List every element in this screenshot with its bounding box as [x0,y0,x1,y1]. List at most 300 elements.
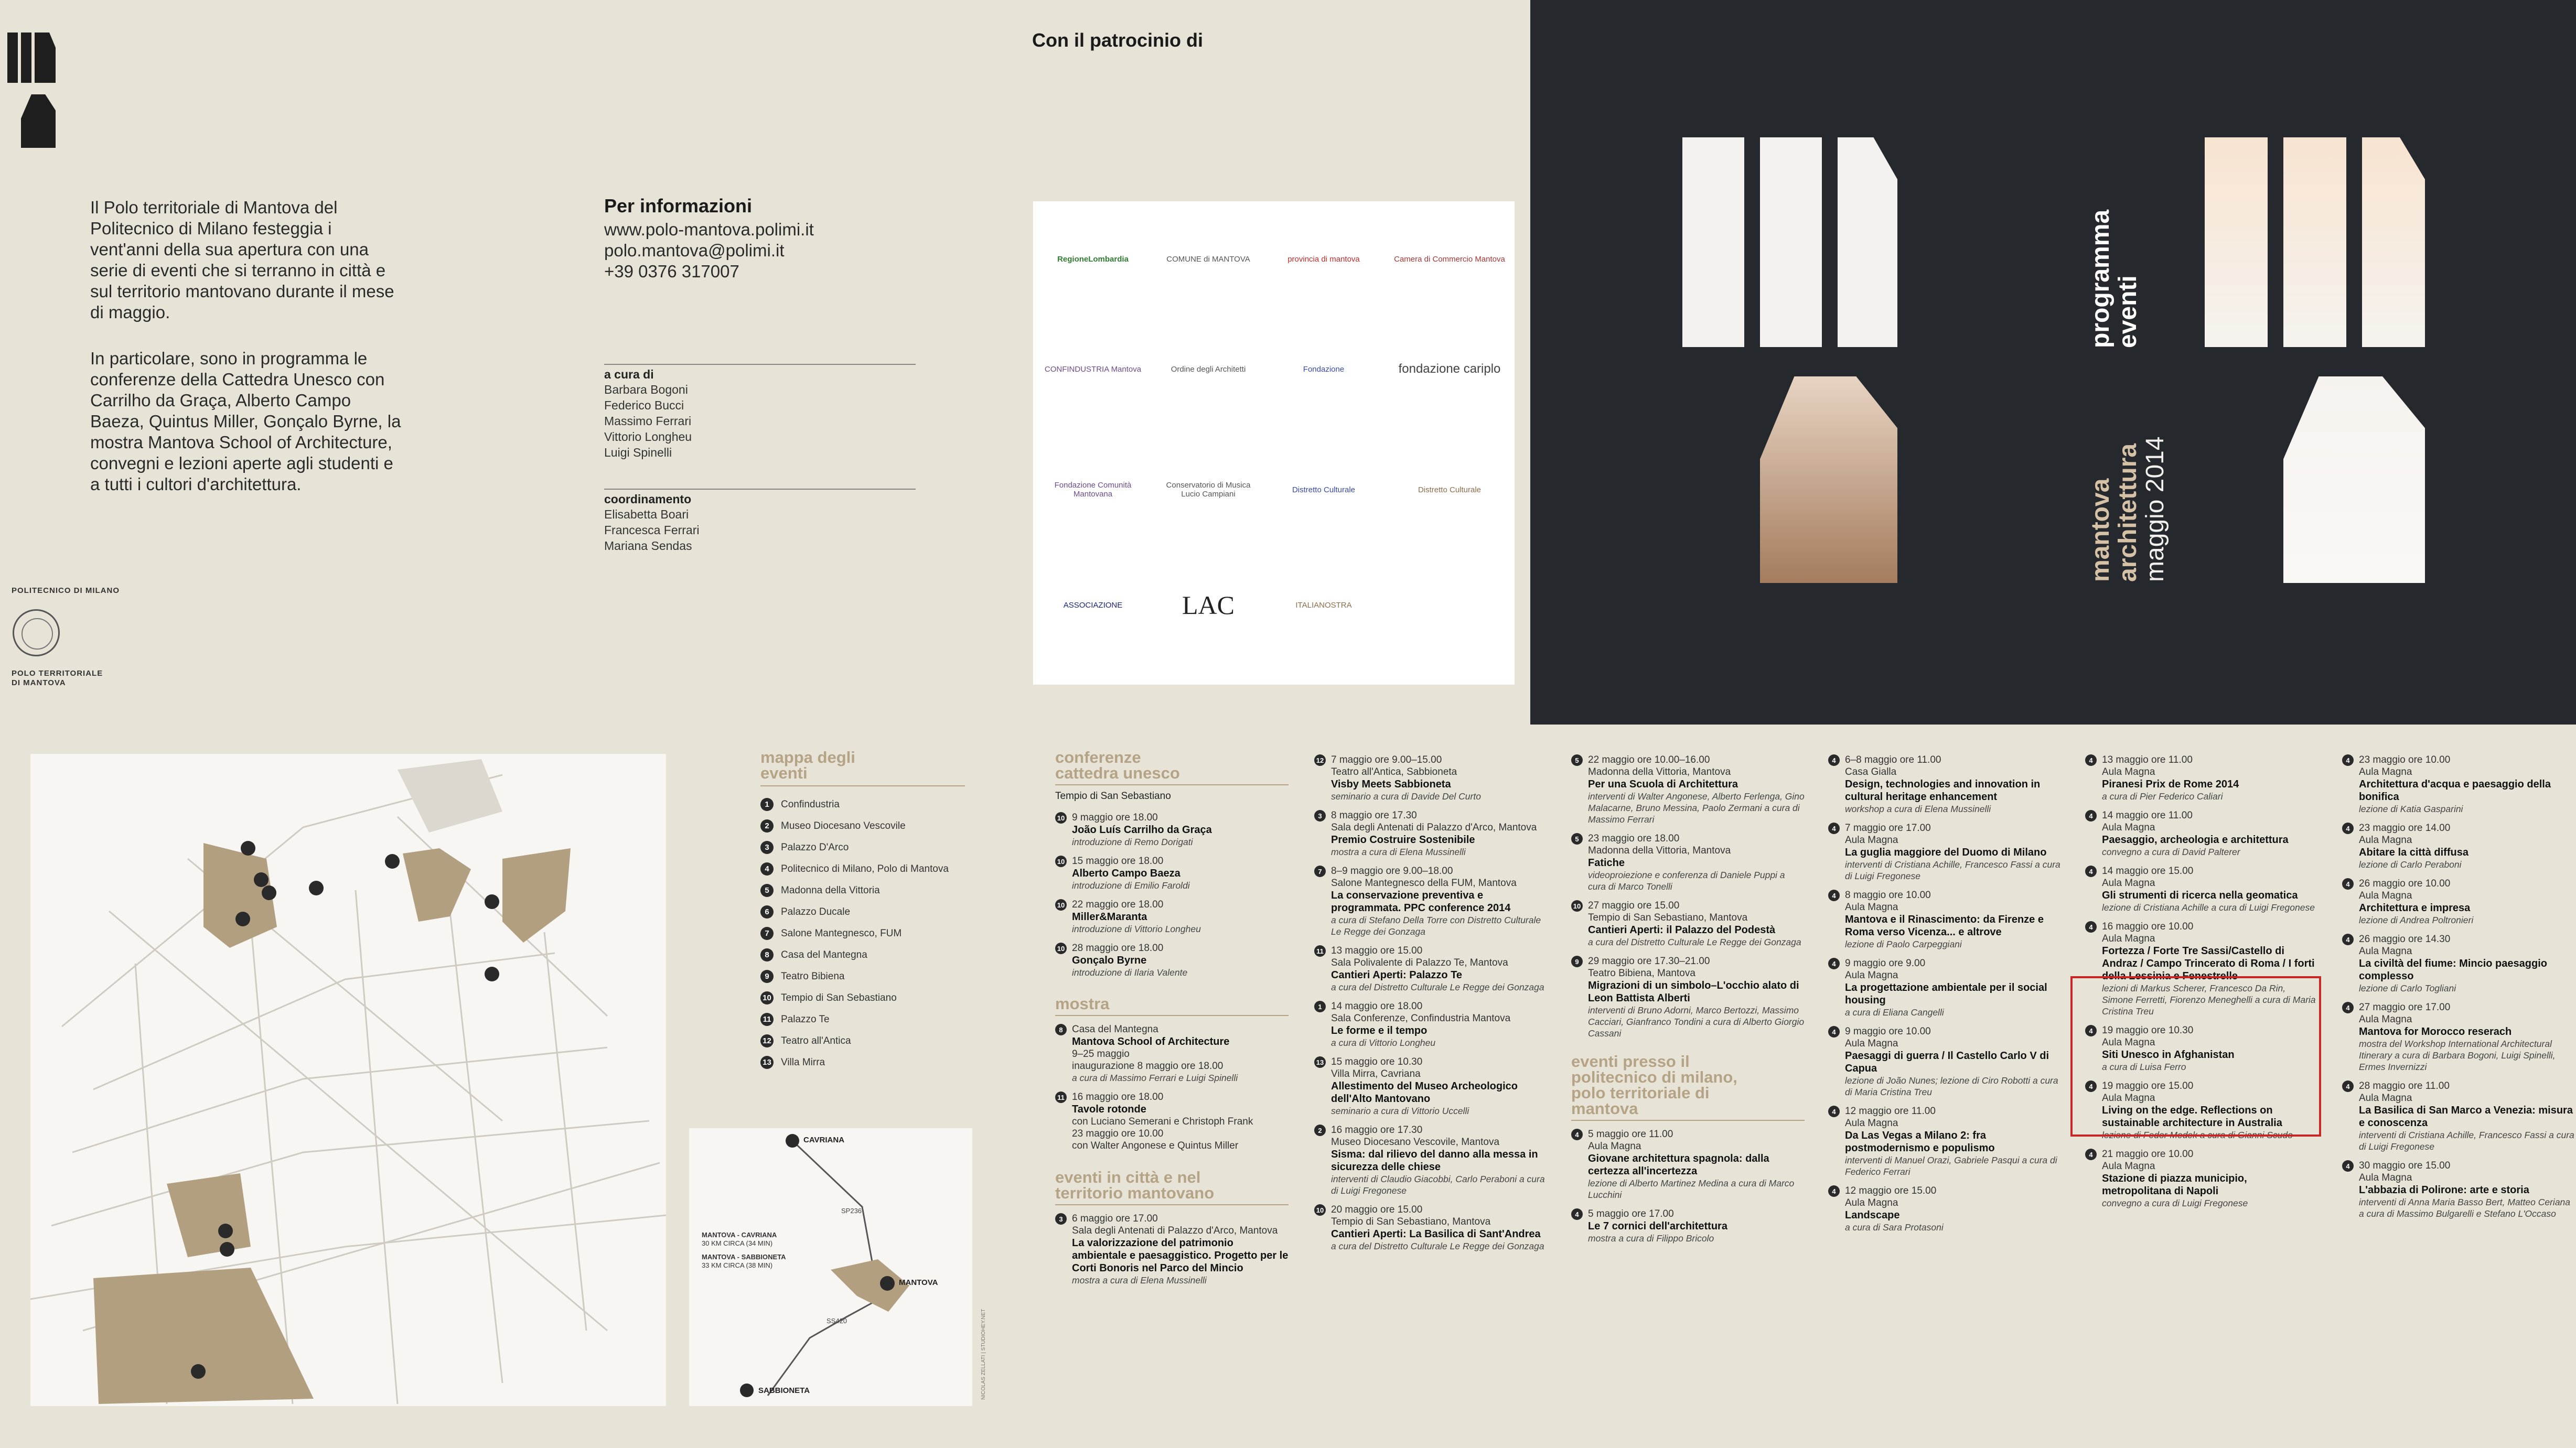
event-item [1314,1204,1548,1252]
event-place: Aula Magna [1845,902,1898,913]
event-title: Premio Costruire Sostenibile [1331,834,1475,846]
section-title-line: politecnico di milano, [1571,1068,1737,1086]
venue-number: 4 [1828,823,1840,834]
intro-paragraph: Il Polo territoriale di Mantova del Politecnico di Milano festeggia i vent'anni della sua apertura con una serie di eventi che si terranno in città e sul territorio mantovano durante il mese di maggio. [90,198,394,322]
event-note: lezione di Katia Gasparini [2359,804,2463,814]
legend-label: Teatro Bibiena [781,970,845,982]
event-title: Mantova e il Rinascimento: da Firenze e Roma verso Vicenza... e altrove [1845,914,2044,938]
map-title-line: eventi [760,764,808,782]
event-date: 28 maggio ore 18.00 [1072,943,1164,954]
event-item [2342,1001,2575,1073]
credit-name: Elisabetta Boari [604,507,689,521]
event-date: 6–8 maggio ore 11.00 [1845,754,1941,765]
cover-panel [1530,0,2576,725]
event-date: 26 maggio ore 10.00 [2359,878,2451,889]
event-note: a cura di Vittorio Longheu [1331,1038,1436,1048]
venue-number: 11 [1055,1092,1067,1103]
venue-number: 4 [2342,878,2354,890]
sponsor-logo: Fondazione Comunità Mantovana [1054,481,1132,499]
event-place: Aula Magna [1845,1118,1898,1129]
event-date: 8 maggio ore 10.00 [1845,890,1931,901]
credit-name: Massimo Ferrari [604,414,692,428]
events-column-2 [1314,754,1548,1259]
event-date: 30 maggio ore 15.00 [2359,1160,2451,1171]
sponsor-logo: Distretto Culturale [1418,485,1482,494]
event-date: 27 maggio ore 17.00 [2359,1002,2451,1013]
legend-label: Casa del Mantegna [781,949,867,960]
event-note: lezione di João Nunes; lezione di Ciro Robotti a cura di Maria Cristina Treu [1845,1075,2058,1097]
event-note: lezioni di Markus Scherer, Francesco Da Rin, Simone Ferretti, Fiorenzo Meneghelli a cura di Maria Cristina Treu [2102,983,2316,1017]
event-item [1314,1000,1548,1049]
inset-label-sabbioneta: SABBIONETA [758,1386,810,1395]
legend-item [760,987,965,1009]
venue-number: 10 [1571,900,1583,912]
event-item [1571,1208,1805,1244]
event-place: Aula Magna [2102,878,2155,889]
legend-number: 8 [760,948,774,961]
event-date: 13 maggio ore 15.00 [1331,945,1423,956]
legend-number: 4 [760,862,774,876]
event-date: 16 maggio ore 17.30 [1331,1125,1423,1136]
event-item [1571,1128,1805,1201]
event-item [1055,899,1289,935]
coordination-block [604,492,916,554]
venue-number: 3 [1055,1213,1067,1225]
event-place: Aula Magna [2359,1093,2412,1104]
cover-title-line: maggio 2014 [2141,436,2169,582]
event-date: 6 maggio ore 17.00 [1072,1213,1158,1224]
event-item [2342,822,2575,870]
event-title: Architettura d'acqua e paesaggio della bonifica [2359,779,2551,803]
inset-route-info [702,1231,786,1270]
legend-number: 10 [760,991,774,1004]
legend-label: Salone Mantegnesco, FUM [781,927,902,939]
acura-title: a cura di [604,368,654,381]
venue-number: 4 [1828,1026,1840,1038]
event-item [1314,809,1548,858]
legend-item [760,966,965,987]
event-item [2342,878,2575,926]
legend-number: 2 [760,819,774,833]
event-note: a cura di Massimo Ferrari e Luigi Spinelli [1072,1073,1238,1083]
event-item [1571,833,1805,892]
event-item [1828,1025,2062,1098]
event-title: Cantieri Aperti: La Basilica di Sant'Andrea [1331,1228,1541,1240]
event-item [2085,809,2319,858]
event-title: João Luís Carrilho da Graça [1072,824,1212,836]
event-item [1314,1124,1548,1196]
events-column-1 [1055,750,1289,1293]
event-title: Allestimento del Museo Archeologico dell'Alto Mantovano [1331,1080,1518,1105]
event-place: Aula Magna [2359,890,2412,901]
event-note: interventi di Anna Maria Basso Bert, Matteo Ceriana a cura di Massimo Bulgarelli e Stefano L'Occaso [2359,1197,2571,1219]
venue-number: 3 [1314,810,1326,822]
event-item [2342,754,2575,815]
event-list [2342,754,2575,1219]
event-note: videoproiezione e conferenza di Daniele Puppi a cura di Marco Tonelli [1588,870,1785,892]
event-title: Per una Scuola di Architettura [1588,779,1738,790]
event-place: Aula Magna [1588,1141,1641,1152]
venue-number: 13 [1314,1056,1326,1068]
event-place: Aula Magna [2359,766,2412,777]
event-item [1828,957,2062,1018]
event-note: seminario a cura di Davide Del Curto [1331,791,1481,802]
legend-number: 5 [760,884,774,897]
event-date: 20 maggio ore 15.00 [1331,1204,1423,1215]
event-date: 9 maggio ore 9.00 [1845,958,1926,969]
polimi-label: POLITECNICO DI MILANO [12,586,120,595]
event-item [1055,1023,1289,1084]
event-item [1828,1105,2062,1177]
sponsor-logo: LAC [1182,590,1235,620]
event-note: a cura del Distretto Culturale Le Regge dei Gonzaga [1588,937,1801,947]
event-place: Aula Magna [1845,835,1898,846]
legend-item [760,944,965,966]
event-item [2342,1080,2575,1152]
event-place: Casa Gialla [1845,766,1897,777]
inset-route: MANTOVA - SABBIONETA [702,1253,786,1261]
region-inset-map [689,1128,972,1406]
event-title: Tavole rotonde [1072,1104,1146,1115]
event-date: 28 maggio ore 11.00 [2359,1080,2450,1092]
event-title: Cantieri Aperti: il Palazzo del Podestà [1588,924,1776,936]
sponsor-logo: provincia di mantova [1287,254,1360,264]
event-title: Abitare la città diffusa [2359,847,2468,858]
legend-number: 13 [760,1056,774,1069]
venue-number: 4 [2085,1080,2097,1092]
event-item [1828,822,2062,882]
event-item [1571,955,1805,1039]
venue-number: 10 [1314,1204,1326,1216]
event-note: convegno a cura di David Palterer [2102,847,2240,857]
event-note: introduzione di Ilaria Valente [1072,967,1188,978]
event-place: Aula Magna [2102,1037,2155,1048]
event-note: lezione di Cristiana Achille a cura di Luigi Fregonese [2102,902,2315,913]
event-title: Le 7 cornici dell'architettura [1588,1220,1727,1232]
legend-number: 7 [760,927,774,940]
event-note: lezione di Fedor Medek a cura di Gianni Scudo [2102,1130,2293,1140]
info-email[interactable]: polo.mantova@polimi.it [604,241,785,260]
venue-number: 12 [1314,754,1326,766]
event-date: 22 maggio ore 10.00–16.00 [1588,754,1710,765]
inset-label-cavriana: CAVRIANA [803,1136,845,1144]
event-date: 13 maggio ore 11.00 [2102,754,2193,765]
event-date: 9 maggio ore 10.00 [1845,1026,1931,1037]
event-item [1314,1056,1548,1117]
sponsor-logo: Conservatorio di Musica Lucio Campiani [1166,481,1251,499]
event-title: Fatiche [1588,857,1625,869]
sponsor-grid [1033,201,1515,685]
event-title: Mantova School of Architecture [1072,1036,1230,1047]
inset-label-mantova: MANTOVA [899,1278,938,1287]
map-legend [760,750,965,1073]
polo-label-line: DI MANTOVA [12,678,66,687]
venue-number: 4 [2342,823,2354,834]
cover-title-line: programma [2087,209,2115,348]
venue-number: 4 [2342,754,2354,766]
credit-name: Federico Bucci [604,398,684,412]
polimi-seal-icon [13,609,60,656]
divider [1571,1120,1805,1121]
map-title [760,750,965,781]
credit-name: Vittorio Longheu [604,430,692,444]
city-map-svg [30,754,666,1406]
credits-block [604,367,916,460]
event-title: Miller&Maranta [1072,911,1147,923]
event-date: 19 maggio ore 15.00 [2102,1080,2194,1092]
event-date: 16 maggio ore 10.00 [2102,921,2194,932]
venue-number: 10 [1055,812,1067,824]
event-date: 7 maggio ore 17.00 [1845,823,1931,834]
venue-number: 4 [1571,1208,1583,1220]
legend-item [760,923,965,944]
event-note: lezione di Alberto Martinez Medina a cura di Marco Lucchini [1588,1178,1795,1200]
event-date: 15 maggio ore 18.00 [1072,856,1164,867]
inset-road-label: SS420 [827,1317,847,1325]
event-date: 15 maggio ore 10.30 [1331,1056,1423,1067]
event-note: interventi di Walter Angonese, Alberto Ferlenga, Gino Malacarne, Bruno Messina, Paolo Zermani a cura di Massimo Ferrari [1588,791,1805,825]
event-note: introduzione di Vittorio Longheu [1072,924,1201,934]
event-date: 22 maggio ore 18.00 [1072,899,1164,910]
info-block [604,195,919,282]
event-note: mostra a cura di Elena Mussinelli [1331,847,1466,857]
event-note: introduzione di Emilio Faroldi [1072,880,1190,891]
legend-item [760,815,965,837]
event-note: a cura del Distretto Culturale Le Regge dei Gonzaga [1331,982,1544,992]
event-list-mostra [1055,1023,1289,1152]
event-note: introduzione di Remo Dorigati [1072,837,1193,847]
event-title: Piranesi Prix de Rome 2014 [2102,779,2239,790]
legend-number: 6 [760,905,774,918]
venue-number: 4 [2085,754,2097,766]
section-title-mostra: mostra [1055,995,1110,1013]
legend-item [760,1030,965,1052]
section-title-polo [1571,1054,1805,1117]
event-title: La conservazione preventiva e programmata. PPC conference 2014 [1331,890,1511,914]
event-date: 5 maggio ore 11.00 [1588,1129,1673,1140]
sponsor-logo: CONFINDUSTRIA Mantova [1044,364,1142,374]
venue-number: 4 [2085,866,2097,877]
event-date: 29 maggio ore 17.30–21.00 [1588,956,1710,967]
event-item [1828,889,2062,950]
event-detail: con Luciano Semerani e Christoph Frank [1072,1116,1253,1127]
sponsor-logo: COMUNE di MANTOVA [1166,254,1250,264]
event-list-polo [1571,1128,1805,1244]
event-note: a cura di Eliana Cangelli [1845,1007,1944,1018]
event-note: mostra del Workshop International Architectural Itinerary a cura di Barbara Bogoni, Luigi Spinelli, Ermes Invernizzi [2359,1039,2556,1072]
venue-number: 4 [1828,754,1840,766]
event-list [1828,754,2062,1233]
event-note: lezione di Paolo Carpeggiani [1845,939,1962,949]
sponsor-logo: ASSOCIAZIONE [1063,600,1123,610]
events-column-3 [1571,754,1805,1251]
venue-number: 4 [2085,1149,2097,1160]
event-note: a cura di Sara Protasoni [1845,1222,1944,1233]
patronage-title: Con il patrocinio di [1032,29,1203,51]
event-list [1314,754,1548,1252]
event-detail: 9–25 maggio [1072,1049,1130,1060]
event-note: a cura di Luisa Ferro [2102,1062,2186,1072]
event-item [1314,754,1548,802]
event-title: Paesaggio, archeologia e architettura [2102,834,2289,846]
venue-number: 9 [1571,956,1583,967]
event-place: Aula Magna [2359,1172,2412,1183]
sponsor-logo: ITALIANOSTRA [1295,600,1352,610]
event-place: Tempio di San Sebastiano, Mantova [1331,1216,1491,1227]
event-note: workshop a cura di Elena Mussinelli [1845,804,1991,814]
map-title-line: mappa degli [760,748,855,766]
cover-title-line: eventi [2114,275,2142,348]
event-title: Landscape [1845,1209,1900,1221]
event-item [1055,812,1289,848]
legend-item [760,858,965,880]
event-title: Da Las Vegas a Milano 2: fra postmodernismo e populismo [1845,1130,1995,1154]
event-place: Aula Magna [1845,1038,1898,1049]
event-title: Sisma: dal rilievo del danno alla messa in sicurezza delle chiese [1331,1149,1538,1173]
event-place: Aula Magna [2102,766,2155,777]
legend-label: Palazzo D'Arco [781,841,849,853]
city-map [30,754,666,1406]
event-date: 19 maggio ore 10.30 [2102,1025,2194,1036]
event-title: La valorizzazione del patrimonio ambientale e paesaggistico. Progetto per le Corti Bonoris nel Parco del Mincio [1072,1237,1289,1274]
venue-number: 1 [1314,1001,1326,1012]
event-place: Aula Magna [2102,1093,2155,1104]
inset-route-distance: 33 KM CIRCA (38 MIN) [702,1261,773,1269]
event-place: Aula Magna [2102,1161,2155,1172]
event-place: Tempio di San Sebastiano, Mantova [1588,912,1748,923]
legend-item [760,794,965,815]
cover-title-mantova [2087,436,2169,582]
legend-label: Tempio di San Sebastiano [781,992,897,1003]
event-place: Aula Magna [1845,1197,1898,1208]
venue-number: 11 [1314,945,1326,957]
legend-label: Museo Diocesano Vescovile [781,820,906,831]
event-title: La progettazione ambientale per il social housing [1845,982,2047,1006]
divider [604,489,916,490]
legend-label: Palazzo Ducale [781,906,851,917]
event-place: Casa del Mantegna [1072,1024,1158,1035]
event-place: Sala degli Antenati di Palazzo d'Arco, Mantova [1331,822,1537,833]
polo-label [12,669,103,688]
section-title-line: polo territoriale di [1571,1084,1710,1102]
event-place: Madonna della Vittoria, Mantova [1588,766,1731,777]
venue-number: 7 [1314,866,1326,877]
sponsor-logo: Camera di Commercio Mantova [1394,254,1505,264]
event-note: interventi di Bruno Adorni, Marco Bertozzi, Massimo Cacciari, Gianfranco Tondini a cura di Alberto Giorgio Cassani [1588,1005,1805,1039]
section-title-territorio [1055,1170,1289,1201]
inset-route: MANTOVA - CAVRIANA [702,1231,777,1239]
legend-label: Confindustria [781,798,840,810]
event-item [1314,865,1548,937]
legend-item [760,837,965,858]
event-place: Museo Diocesano Vescovile, Mantova [1331,1137,1500,1148]
event-title: Gonçalo Byrne [1072,955,1147,966]
event-date: 14 maggio ore 15.00 [2102,866,2194,877]
map-credit: NICOLAS ZELLATI | STUDIOHEY.NET [981,1309,986,1400]
section-title-line: conferenze [1055,748,1141,766]
event-item [1828,1185,2062,1233]
legend-label: Villa Mirra [781,1056,825,1068]
section-title-unesco [1055,750,1289,781]
event-item [2085,1148,2319,1209]
sponsor-logo: Fondazione [1303,364,1345,374]
event-note: lezione di Andrea Poltronieri [2359,915,2474,925]
venue-number: 4 [2342,1002,2354,1013]
event-note: a cura del Distretto Culturale Le Regge dei Gonzaga [1331,1241,1544,1251]
venue-number: 5 [1571,754,1583,766]
event-title: Paesaggi di guerra / Il Castello Carlo V di Capua [1845,1050,2049,1074]
event-place: Salone Mantegnesco della FUM, Mantova [1331,878,1517,889]
divider [760,785,965,786]
venue-number: 4 [2342,934,2354,945]
event-item [2342,1160,2575,1219]
event-date: 9 maggio ore 18.00 [1072,812,1158,823]
event-date: 21 maggio ore 10.00 [2102,1149,2194,1160]
info-website[interactable]: www.polo-mantova.polimi.it [604,220,814,239]
ma-logo [7,33,56,148]
section-subtitle: Tempio di San Sebastiano [1055,791,1171,802]
event-item [1571,900,1805,948]
event-place: Sala Polivalente di Palazzo Te, Mantova [1331,957,1508,968]
event-date: 12 maggio ore 11.00 [1845,1106,1936,1117]
inset-road-label: SP236 [841,1207,862,1215]
event-date: 23 maggio ore 18.00 [1588,833,1680,844]
event-title: Cantieri Aperti: Palazzo Te [1331,969,1463,981]
divider [1055,1015,1289,1016]
event-item [1055,855,1289,891]
sponsor-logo: RegioneLombardia [1057,254,1129,264]
event-note: lezione di Carlo Togliani [2359,983,2456,993]
events-column-6 [2342,754,2575,1227]
event-note: interventi di Claudio Giacobbi, Carlo Peraboni a cura di Luigi Fregonese [1331,1174,1545,1196]
event-title: Alberto Campo Baeza [1072,868,1180,879]
event-title: Stazione di piazza municipio, metropolitana di Napoli [2102,1173,2247,1197]
inset-route-distance: 30 KM CIRCA (34 MIN) [702,1239,773,1247]
event-title: L'abbazia di Polirone: arte e storia [2359,1184,2529,1196]
event-title: La Basilica di San Marco a Venezia: misura e conoscenza [2359,1105,2573,1129]
event-item [1314,945,1548,993]
event-title: Living on the edge. Reflections on sustainable architecture in Australia [2102,1105,2282,1129]
event-place: Madonna della Vittoria, Mantova [1588,845,1731,856]
venue-number: 4 [1828,1185,1840,1197]
legend-item [760,880,965,901]
event-place: Aula Magna [2359,946,2412,957]
event-date: 8 maggio ore 17.30 [1331,810,1417,821]
event-item [2085,865,2319,913]
event-date: 12 maggio ore 15.00 [1845,1185,1937,1196]
credit-name: Mariana Sendas [604,539,692,553]
event-place: Aula Magna [2359,835,2412,846]
event-date: 26 maggio ore 14.30 [2359,934,2451,945]
venue-number: 10 [1055,899,1067,911]
venue-number: 10 [1055,856,1067,867]
event-list-territorio [1055,1213,1289,1286]
cover-logo-left [1682,137,1897,583]
divider [604,364,916,365]
venue-number: 4 [2085,921,2097,933]
event-place: Aula Magna [2102,933,2155,944]
venue-number: 10 [1055,943,1067,954]
info-title: Per informazioni [604,195,753,217]
event-item [1571,754,1805,825]
event-note: interventi di Manuel Orazi, Gabriele Pasqui a cura di Federico Ferrari [1845,1155,2057,1177]
event-title: Le forme e il tempo [1331,1025,1427,1036]
event-list-unesco [1055,812,1289,978]
event-note: lezione di Carlo Peraboni [2359,859,2462,870]
event-item [1055,1213,1289,1286]
event-title: La civiltà del fiume: Mincio paesaggio complesso [2359,958,2547,982]
event-note: interventi di Cristiana Achille, Francesco Fassi a cura di Luigi Fregonese [2359,1130,2574,1152]
